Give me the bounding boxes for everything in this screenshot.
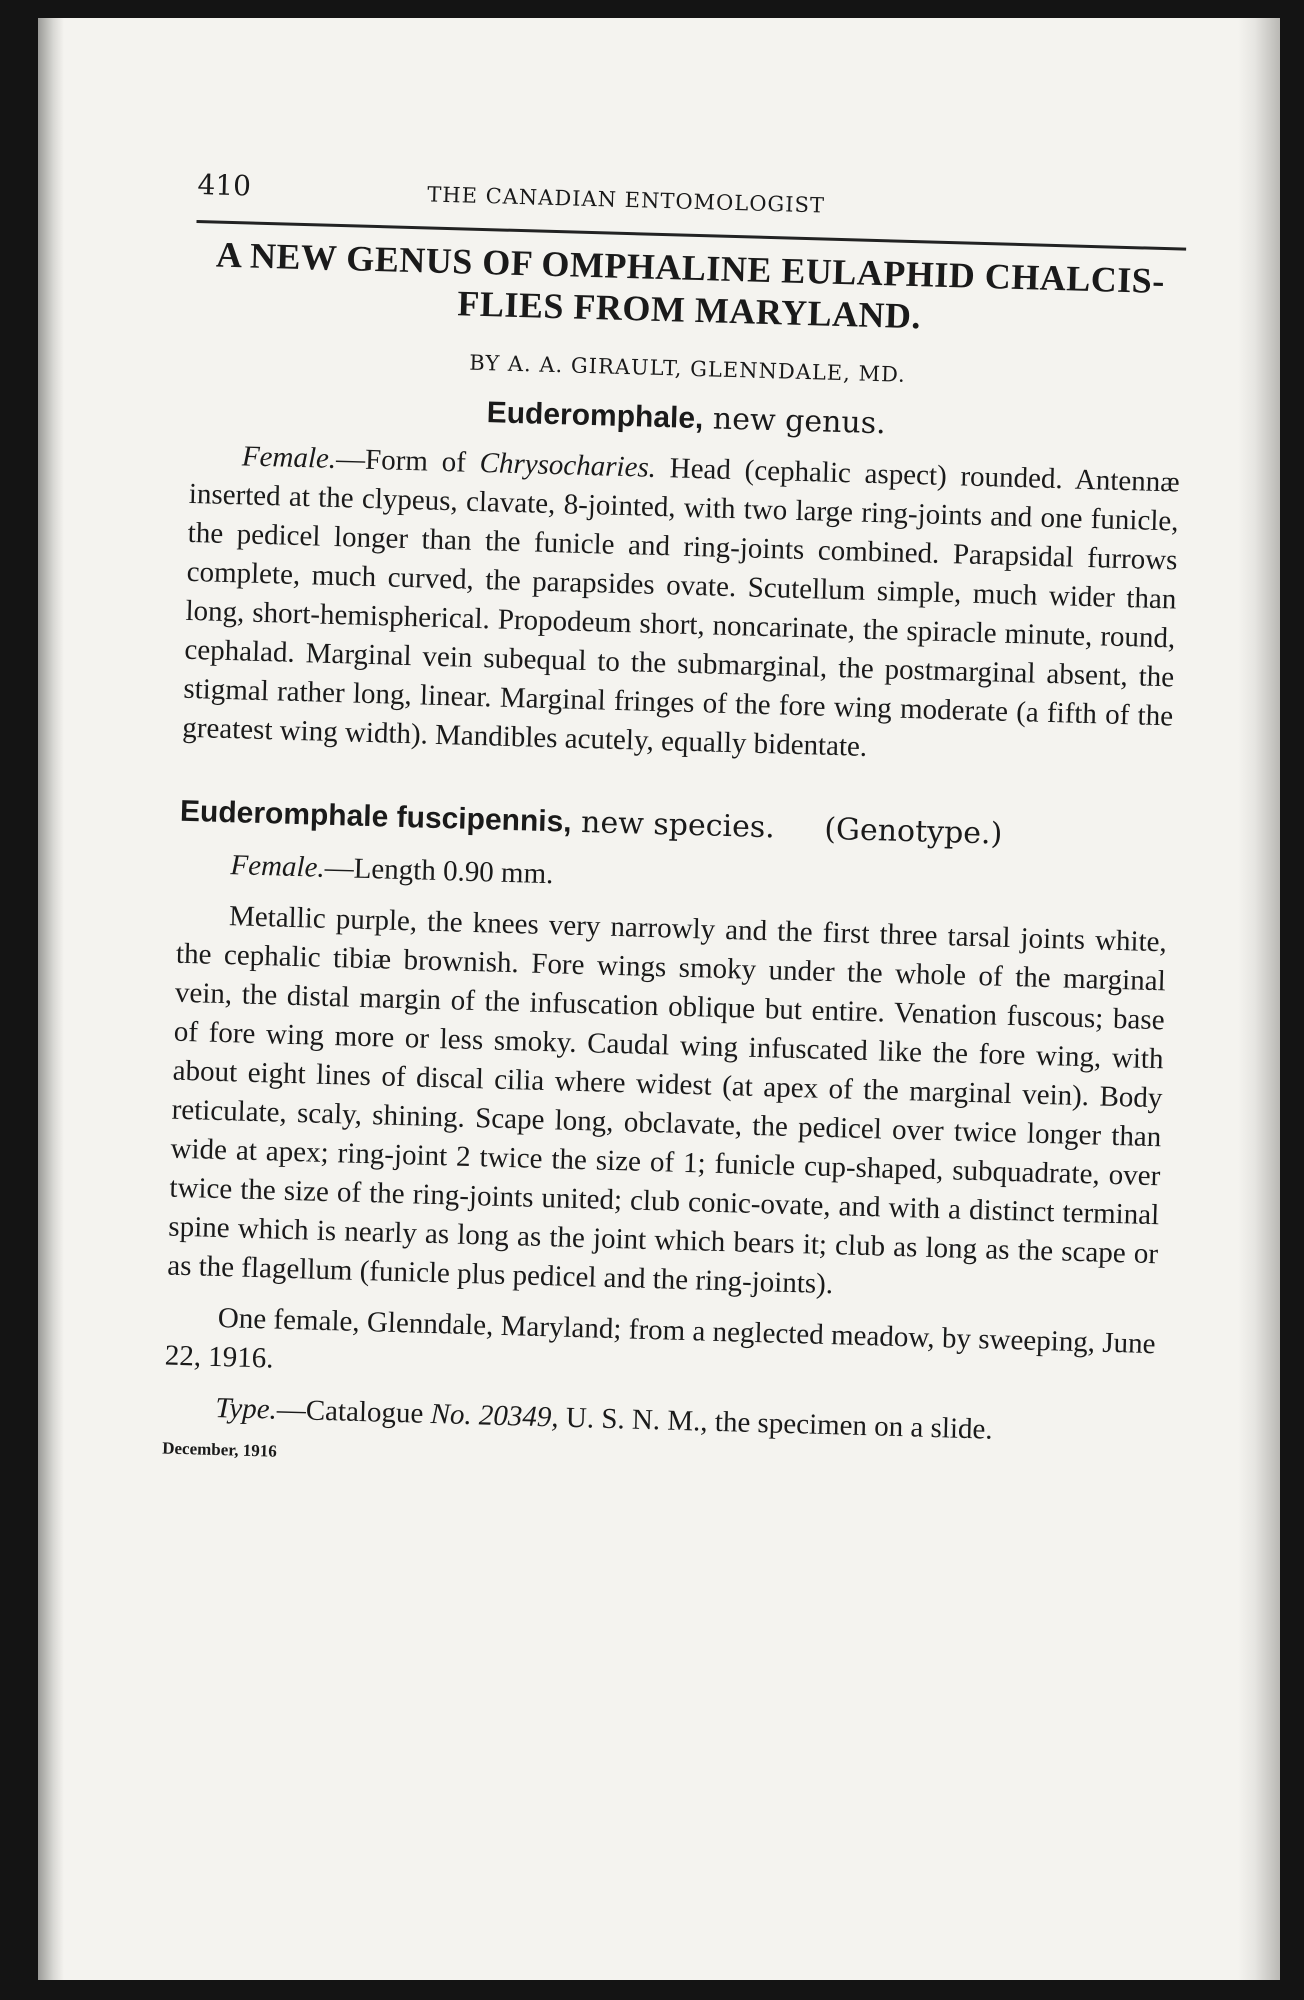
species-description: Metallic purple, the knees very narrowly and the first three tarsal joints white, the cephalic tibiæ brownish. Fore wings smoky under the whole of the marginal vein, the distal margin of the infuscation oblique but entire. Venation fuscous; base of fore wing more or less smoky. Caudal wing infuscated like the fore wing, with about eight lines of discal cilia where widest (at apex of the marginal vein). Body reticulate, scaly, shining. Scape long, obclavate, the pedicel over twice longer than wide at apex; ring-joint 2 twice the size of 1; funicle cup-shaped, subquadrate, over twice the size of the ring-joints united; club conic-ovate, and with a distinct terminal spine which is nearly as long as the joint which bears it; club as long as the scape or as the flagellum (funicle plus pedicel and the ring-joints). xyxy=(166,900,1168,1301)
genus-name: Euderomphale, xyxy=(486,396,704,436)
page-number: 410 xyxy=(197,168,252,203)
species-female-label: Female. xyxy=(230,849,326,884)
issue-date: December, 1916 xyxy=(161,1438,278,1461)
genus-description xyxy=(182,436,1180,776)
species-name: Euderomphale fuscipennis, xyxy=(179,794,573,839)
collection-record: One female, Glenndale, Maryland; from a neglected meadow, by sweeping, June 22, 1916. xyxy=(164,1302,1156,1375)
species-suffix: new species. xyxy=(580,804,776,846)
comparison-genus: Chrysocharies. xyxy=(479,446,657,484)
catalogue-number: No. 20349, xyxy=(430,1397,560,1434)
journal-title: THE CANADIAN ENTOMOLOGIST xyxy=(427,182,826,218)
type-label: Type. xyxy=(214,1391,278,1426)
genus-description-lead: —Form of xyxy=(335,442,481,479)
binding-shadow xyxy=(38,18,64,1980)
genus-description-text: Head (cephalic aspect) rounded. Antennæ inserted at the clypeus, clavate, 8-jointed, with two large ring-joints and one funicle, the pedicel longer than the funicle and ring-joints combined. Parapsidal furrows complete, much curved, the parapsides ovate. Scutellum simple, much wider than long, short-hemispherical. Propodeum short, noncarinate, the spiracle minute, round, cephalad. Marginal vein subequal to the submarginal, the postmarginal absent, the stigmal rather long, linear. Marginal fringes of the fore wing moderate (a fifth of the greatest wing width). Mandibles acutely, equally bidentate. xyxy=(181,451,1181,763)
text-block xyxy=(162,168,1188,1486)
byline: BY A. A. GIRAULT, GLENNDALE, MD. xyxy=(469,350,907,387)
genus-suffix: new genus. xyxy=(712,401,887,442)
genus-female-label: Female. xyxy=(241,440,337,475)
type-rest: U. S. N. M., the specimen on a slide. xyxy=(558,1401,994,1446)
article-title: A NEW GENUS OF OMPHALINE EULAPHID CHALCIS-FLIES FROM MARYLAND. xyxy=(215,234,1166,337)
genotype-note: (Genotype.) xyxy=(823,811,1003,852)
type-text: —Catalogue xyxy=(276,1393,432,1430)
species-heading xyxy=(180,794,1171,857)
page-edge-shadow xyxy=(1238,18,1280,1980)
species-length-text: —Length 0.90 mm. xyxy=(324,851,554,891)
page-sheet xyxy=(38,18,1280,1980)
